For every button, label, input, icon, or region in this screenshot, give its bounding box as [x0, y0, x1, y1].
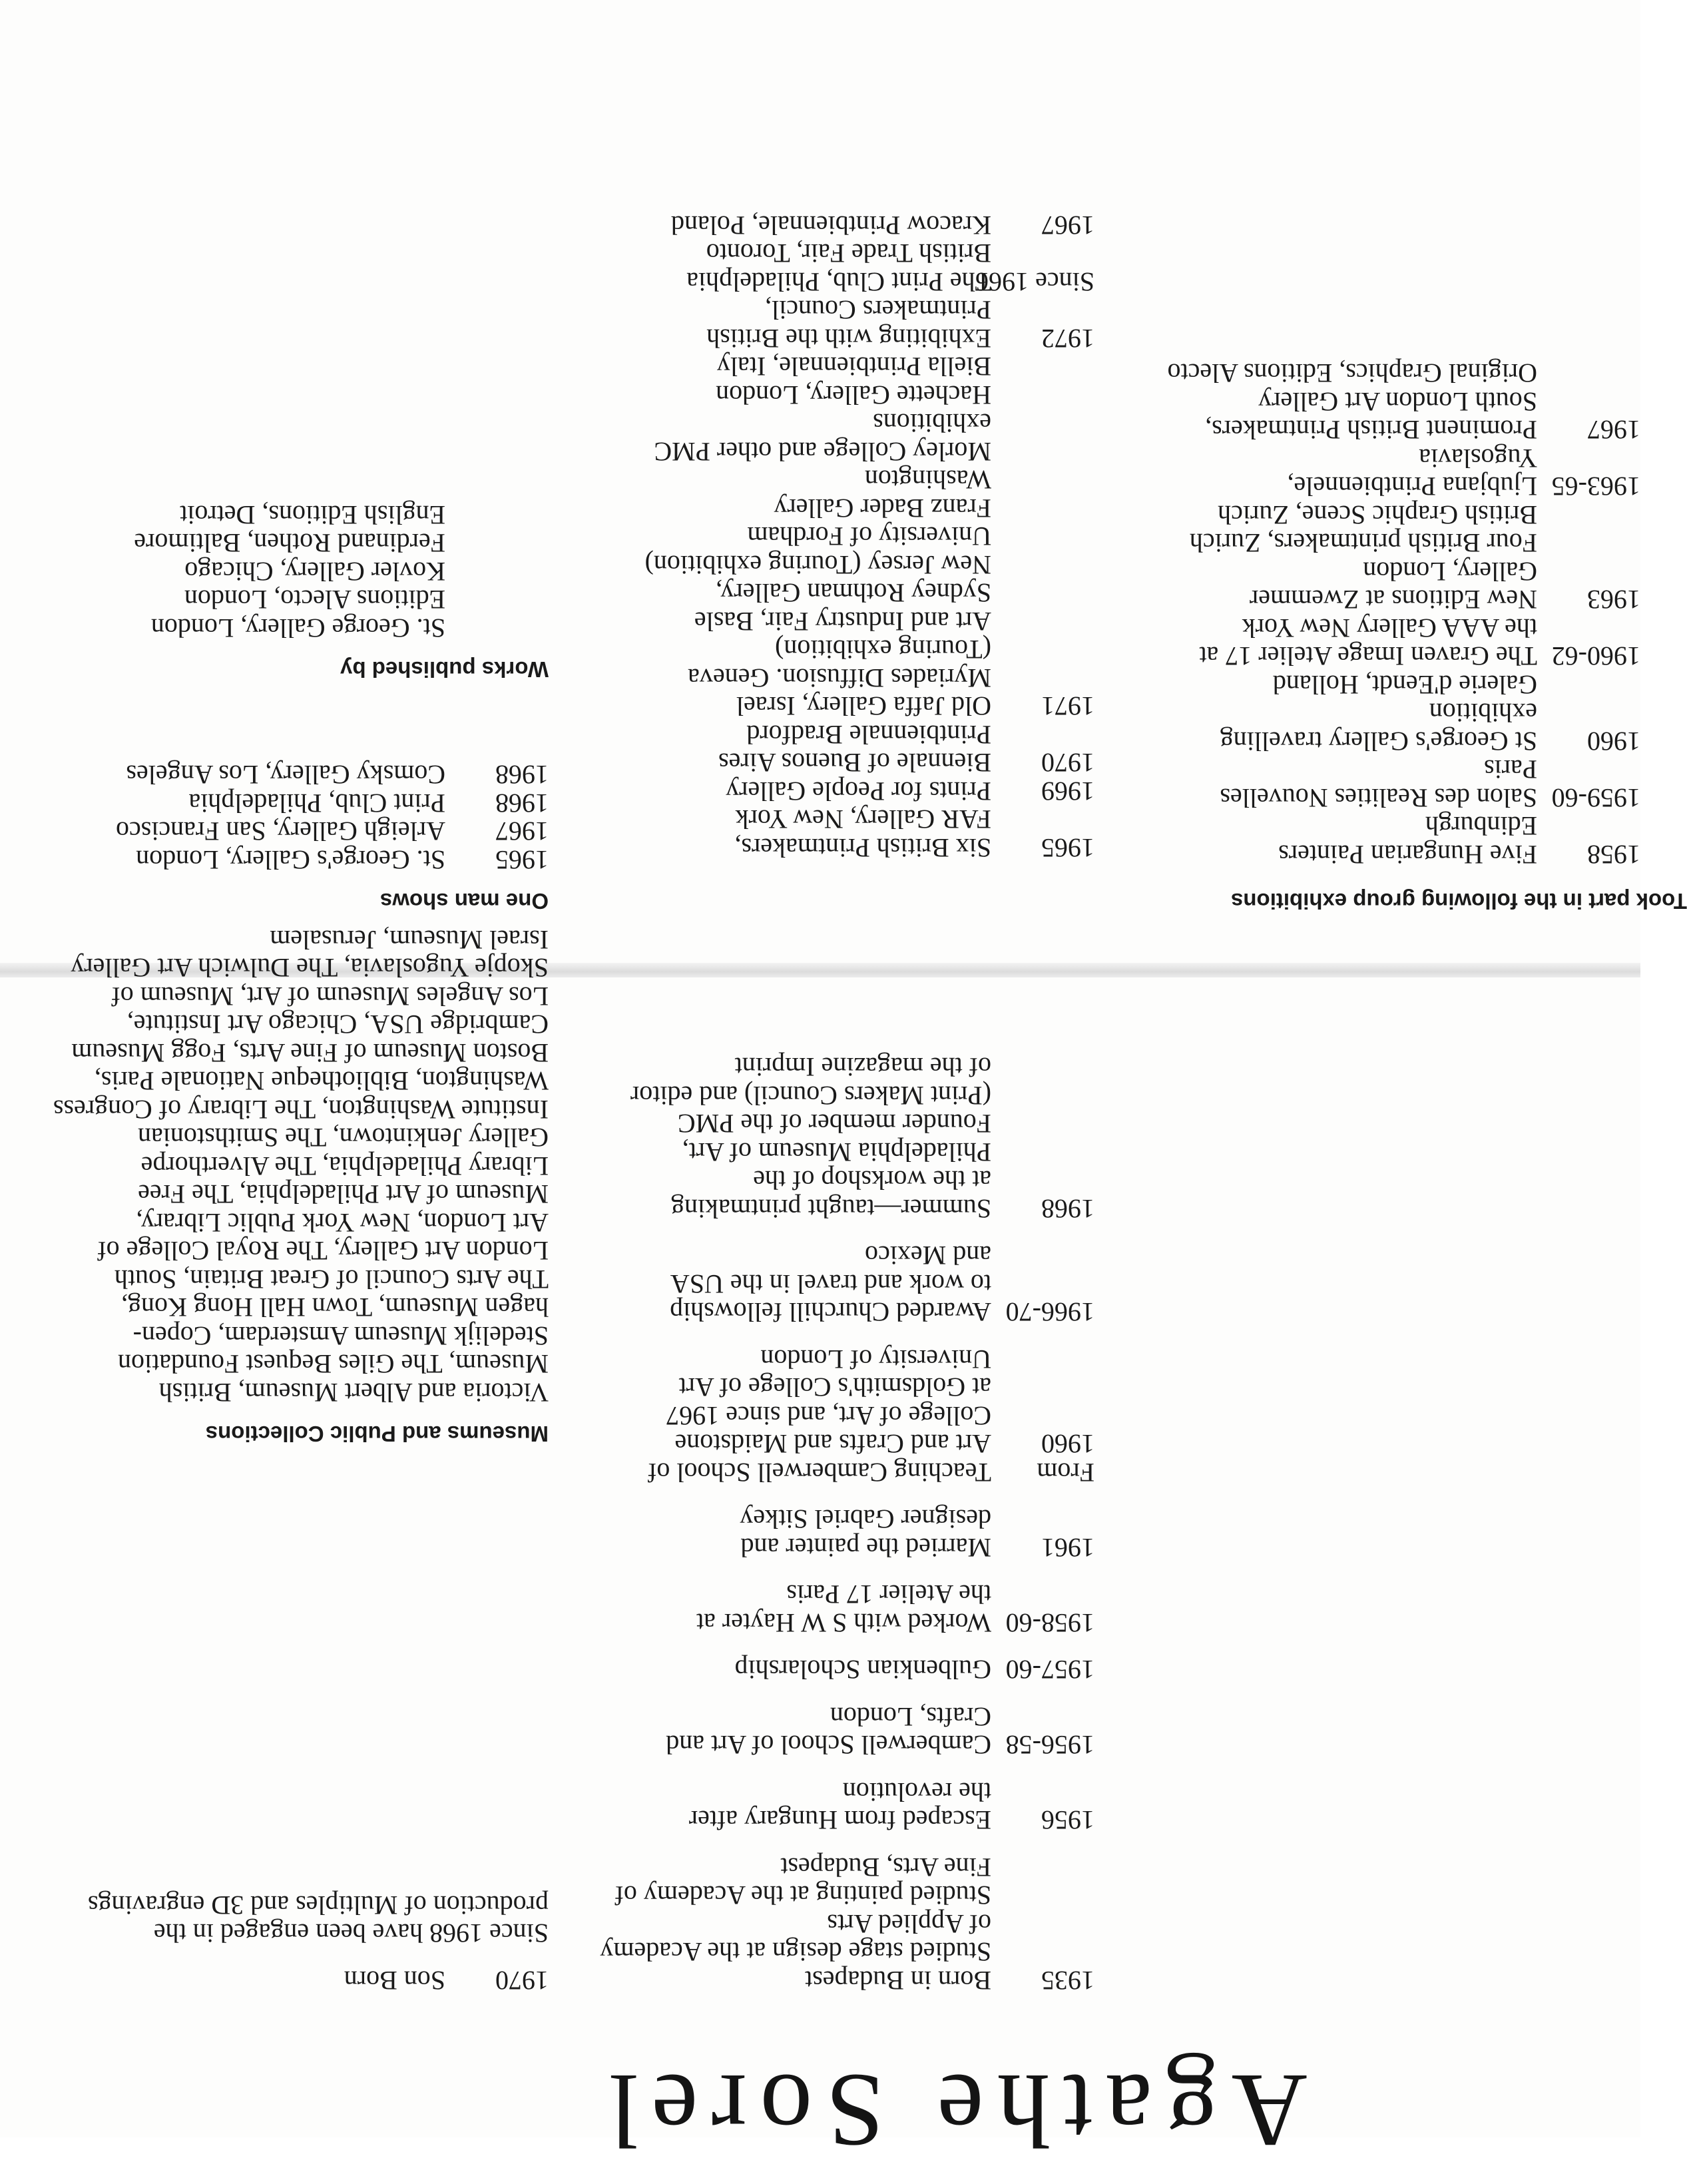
- group-exhibition-line: Yugoslavia: [1419, 443, 1537, 473]
- biography-line: College of Art, and since 1967: [666, 1401, 991, 1431]
- works-published-list: [16, 501, 445, 643]
- group-exhibition-line: (Touring exhibition): [775, 635, 991, 665]
- group-exhibition-line: The Graven Image Atelier 17 at: [1199, 641, 1537, 672]
- one-man-shows-heading: One man shows: [379, 889, 549, 914]
- biography-line: and Mexico: [865, 1240, 991, 1271]
- personal-notes: [43, 1891, 549, 1995]
- group-exhibitions-left: [1094, 358, 1687, 914]
- biography-line: Escaped from Hungary after: [688, 1805, 991, 1836]
- group-exhibition-line: exhibition: [1429, 698, 1537, 728]
- group-exhibition-line: New Jersey (Touring exhibition): [644, 550, 991, 580]
- biography-entry: [509, 1703, 1094, 1759]
- group-exhibition-year: 1963: [1587, 585, 1640, 615]
- biography-line: Fine Arts, Budapest: [780, 1852, 991, 1882]
- group-exhibition-line: Galerie d'Eendt, Holland: [1272, 670, 1537, 700]
- group-exhibition-entry: [1094, 755, 1640, 812]
- works-published-section: [16, 501, 549, 682]
- group-exhibition-entry: [509, 720, 1094, 777]
- multiples-line: Since 1968 have been engaged in the: [153, 1918, 549, 1949]
- group-exhibition-entry: [509, 805, 1094, 862]
- biography-year: 1935: [1041, 1966, 1094, 1996]
- biography-entry: [509, 1345, 1094, 1487]
- multiples-line: production of Multiples and 3D engravings: [87, 1890, 549, 1920]
- biography-year: 1958-60: [1005, 1608, 1094, 1638]
- biography-line: designer Gabriel Sitkey: [740, 1504, 991, 1535]
- museum-line: Art London, New York Public Library,: [136, 1208, 549, 1238]
- group-exhibition-entry: [509, 296, 1094, 352]
- group-exhibition-line: FAR Gallery, New York: [735, 804, 991, 835]
- one-man-show-year: 1968: [495, 788, 549, 818]
- group-exhibition-entry: [1094, 501, 1640, 614]
- group-exhibitions-list-left: [1094, 359, 1640, 868]
- biography-line: Studied painting at the Academy of: [614, 1880, 991, 1911]
- biography-line: at Goldsmith's College of Art: [678, 1372, 991, 1403]
- museum-line: Los Angeles Museum of Art, Museum of: [111, 981, 549, 1011]
- one-man-show-row: [16, 817, 549, 846]
- group-exhibition-year: 1971: [1041, 691, 1094, 722]
- group-exhibition-line: Six British Printmakers,: [734, 833, 991, 863]
- museum-line: Skopje Yugoslavia, The Dulwich Art Gallery: [71, 953, 549, 983]
- biography-line: the revolution: [842, 1777, 991, 1807]
- group-exhibition-line: Hachette Gallery, London: [716, 380, 991, 410]
- group-exhibition-line: Kracow Printbiennale, Poland: [671, 210, 991, 240]
- group-exhibition-line: exhibitions: [873, 408, 991, 439]
- group-exhibition-year: 1965: [1041, 833, 1094, 863]
- biography-line: of the magazine Imprint: [734, 1052, 991, 1083]
- group-exhibition-year: 1960: [1587, 726, 1640, 756]
- group-exhibition-line: Original Graphics, Editions Alecto: [1167, 358, 1537, 389]
- works-published-heading: Works published by: [340, 657, 549, 682]
- one-man-show-row: [16, 760, 549, 789]
- biography-line: Crafts, London: [830, 1702, 991, 1732]
- one-man-show-venue: St. George's Gallery, London: [136, 845, 445, 875]
- biography-line: Art and Crafts and Maidstone: [674, 1429, 991, 1460]
- one-man-show-venue: Arleigh Gallery, San Francisco: [115, 816, 445, 847]
- biography-year: 1957-60: [1005, 1655, 1094, 1685]
- museum-line: London Art Gallery, The Royal College of: [97, 1236, 549, 1266]
- group-exhibition-line: Art and Industry Fair, Basle: [694, 607, 991, 637]
- biography-entry: [509, 1053, 1094, 1223]
- group-exhibition-entry: [1094, 812, 1640, 868]
- artist-name-title: Agathe Sorel: [595, 2052, 1308, 2169]
- group-exhibition-line: Myriades Diffusion. Geneva: [688, 663, 991, 693]
- group-exhibition-line: Morley College and other PMC: [654, 437, 991, 467]
- museum-line: Victoria and Albert Museum, British: [158, 1378, 549, 1408]
- son-born-year: 1970: [495, 1966, 549, 1996]
- biography-line: University of London: [760, 1344, 991, 1374]
- museum-line: hagen Museum, Town Hall Hong Kong,: [121, 1292, 549, 1323]
- publisher-line: Editions Alecto, London: [184, 585, 445, 615]
- one-man-show-year: 1968: [495, 760, 549, 790]
- museum-line: Washington, Bibliotheque Nationale Paris,: [94, 1066, 549, 1097]
- group-exhibition-line: Old Jaffa Gallery, Israel: [736, 691, 991, 722]
- group-exhibition-entry: [509, 239, 1094, 296]
- biography-line: Gulbenkian Scholarship: [734, 1655, 991, 1685]
- biography-line: Born in Budapest: [805, 1966, 991, 1996]
- group-exhibition-entry: [1094, 671, 1640, 756]
- biography-year: 1968: [1041, 1194, 1094, 1224]
- biography-entry: [509, 1655, 1094, 1684]
- group-exhibition-line: Prominent British Printmakers,: [1205, 415, 1537, 445]
- biography-line: Worked with S W Hayter at: [696, 1608, 991, 1638]
- one-man-show-venue: Print Club, Philadelphia: [188, 788, 445, 818]
- group-exhibition-line: the AAA Gallery New York: [1242, 613, 1537, 643]
- museum-line: Gallery Jenkintown, The Smithstonian: [138, 1123, 549, 1153]
- one-man-show-row: [16, 789, 549, 818]
- biography-entry: [509, 1241, 1094, 1326]
- group-exhibition-line: Edinburgh: [1425, 811, 1537, 842]
- group-exhibition-line: Franz Bader Gallery: [774, 493, 991, 523]
- publisher-line: Kovler Gallery, Chicago: [184, 557, 445, 587]
- biography-line: (Print Makers Council) and editor: [630, 1081, 991, 1111]
- biography-entry: [509, 1505, 1094, 1561]
- group-exhibition-line: St George's Gallery travelling: [1220, 726, 1537, 756]
- group-exhibition-line: University of Fordham: [747, 521, 991, 552]
- biography-year: 1961: [1041, 1533, 1094, 1563]
- publisher-line: Ferdinand Rothen, Baltimore: [134, 528, 445, 559]
- museum-line: Stedelijk Museum Amsterdam, Copen-: [132, 1321, 549, 1351]
- group-exhibition-entry: [1094, 359, 1640, 444]
- group-exhibition-entry: [1094, 444, 1640, 501]
- museums-heading: Museums and Public Collections: [205, 1422, 549, 1446]
- museums-list: [16, 926, 549, 1407]
- son-born-entry: [43, 1966, 549, 1995]
- group-exhibition-year: 1967: [1587, 415, 1640, 445]
- museum-line: Museum of Art Philadelphia, The Free: [138, 1179, 549, 1210]
- biography-line: of Applied Arts: [827, 1909, 991, 1939]
- museums-section: [16, 926, 549, 1447]
- museum-line: Boston Museum of Fine Arts, Fogg Museum: [71, 1038, 549, 1068]
- one-man-shows-section: [16, 760, 549, 914]
- group-exhibition-line: Five Hungarian Painters: [1278, 840, 1537, 870]
- group-exhibition-entry: [509, 211, 1094, 240]
- biography-line: Founder member of the PMC: [677, 1109, 991, 1139]
- group-exhibition-year: 1967: [1041, 210, 1094, 240]
- one-man-show-venue: Comsky Gallery, Los Angeles: [126, 760, 445, 790]
- biography-line: Married the painter and: [740, 1533, 991, 1563]
- group-exhibition-line: Exhibiting with the British: [706, 324, 991, 354]
- group-exhibition-line: The Print Club, Philadelphia: [686, 267, 991, 297]
- biography-line: Philadelphia Museum of Art,: [682, 1137, 991, 1167]
- museum-line: The Arts Council of Great Britain, South: [114, 1264, 549, 1294]
- museum-line: Cambridge USA, Chicago Art Institute,: [126, 1009, 549, 1040]
- biography-line: to work and travel in the USA: [670, 1269, 991, 1299]
- biography-entry: [509, 1580, 1094, 1637]
- one-man-show-year: 1967: [495, 816, 549, 847]
- group-exhibition-year: 1969: [1041, 776, 1094, 806]
- group-exhibition-line: British Trade Fair, Toronto: [706, 238, 991, 269]
- publisher-line: St. George Gallery, London: [150, 613, 445, 643]
- multiples-note: [43, 1891, 549, 1948]
- biography-line: the Atelier 17 Paris: [786, 1579, 991, 1610]
- group-exhibition-line: Printmakers Council,: [765, 295, 991, 326]
- group-exhibition-line: Biella Printbiennale, Italy: [716, 352, 991, 382]
- biography-list: [509, 1034, 1094, 1994]
- son-born-text: Son Born: [344, 1966, 445, 1996]
- publisher-line: English Editions, Detroit: [180, 500, 445, 530]
- biography-line: Awarded Churchill fellowship: [670, 1297, 991, 1328]
- group-exhibition-year: 1960-62: [1551, 641, 1640, 672]
- museum-line: Israel Museum, Jerusalem: [270, 925, 549, 955]
- group-exhibition-line: South London Art Gallery: [1258, 387, 1537, 417]
- group-exhibition-line: Sydney Rothman Gallery,: [715, 578, 991, 609]
- group-exhibitions-list-right: [509, 211, 1094, 862]
- one-man-show-year: 1965: [495, 845, 549, 875]
- biography-line: Studied stage design at the Academy: [600, 1937, 991, 1968]
- group-exhibition-line: Printbiennale Bradford: [746, 720, 991, 750]
- biography-year: 1966-70: [1005, 1297, 1094, 1328]
- group-exhibition-line: Gallery, London: [1363, 557, 1537, 587]
- group-exhibition-line: Four British printmakers, Zurich: [1189, 528, 1537, 559]
- museum-line: Institute Washington, The Library of Congress: [53, 1095, 549, 1125]
- group-exhibition-entry: [509, 352, 1094, 720]
- group-exhibition-line: Biennale of Buenos Aires: [718, 748, 991, 778]
- museum-line: Museum, The Giles Bequest Foundation: [118, 1349, 549, 1380]
- biography-line: Summer—taught printmaking: [670, 1194, 991, 1224]
- group-exhibition-year: 1963-65: [1551, 471, 1640, 502]
- group-exhibition-line: New Editions at Zwemmer: [1249, 585, 1537, 615]
- biography-line: Teaching Camberwell School of: [648, 1458, 991, 1488]
- group-exhibition-line: Washington: [864, 465, 991, 495]
- group-exhibition-entry: [1094, 614, 1640, 671]
- group-exhibition-year: 1972: [1041, 324, 1094, 354]
- biography-line: Camberwell School of Art and: [666, 1730, 991, 1761]
- group-exhibition-line: Prints for People Gallery: [726, 776, 991, 806]
- biography-entry: [509, 1778, 1094, 1834]
- group-exhibition-line: Ljubjana Printbiennele,: [1287, 471, 1537, 502]
- group-exhibitions-heading: Took part in the following group exhibitions: [1230, 889, 1687, 914]
- group-exhibition-entry: [509, 777, 1094, 806]
- biography-entry: [509, 1853, 1094, 1995]
- group-exhibition-year: 1959-60: [1551, 783, 1640, 813]
- biography-year: 1956-58: [1005, 1730, 1094, 1761]
- group-exhibition-line: Salon des Realities Nouvelles: [1220, 783, 1537, 813]
- group-exhibition-year: 1970: [1041, 748, 1094, 778]
- group-exhibition-year: Since 1966: [975, 267, 1094, 297]
- biography-year: From 1960: [1037, 1429, 1094, 1488]
- group-exhibition-year: 1958: [1587, 840, 1640, 870]
- biography-line: at the workshop of the: [753, 1165, 991, 1196]
- one-man-show-row: [16, 846, 549, 874]
- group-exhibition-line: British Graphic Scene, Zurich: [1218, 500, 1537, 530]
- group-exhibition-line: Paris: [1484, 754, 1537, 785]
- museum-line: Library Philadelphia, The Alverthorpe: [140, 1151, 549, 1181]
- one-man-shows-list: [16, 760, 549, 874]
- biography-year: 1956: [1041, 1805, 1094, 1836]
